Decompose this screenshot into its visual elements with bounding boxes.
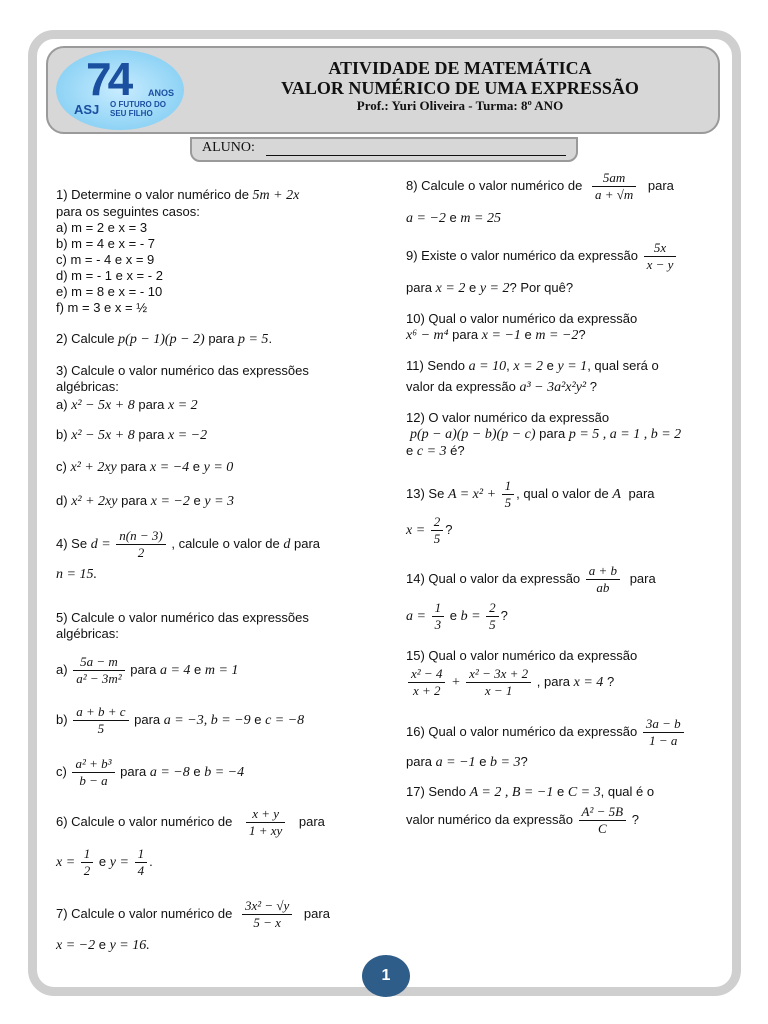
q3-item-a <box>56 397 198 414</box>
q14-b: b = <box>460 608 481 624</box>
q14-a-fraction <box>432 600 445 633</box>
q16-fraction <box>643 716 684 749</box>
q3d-expr: x² + 2xy <box>71 494 118 509</box>
q3c-para: para <box>120 459 147 474</box>
q15-n1: x² − 4 <box>408 666 445 683</box>
subtitle: Prof.: Yuri Oliveira - Turma: 8º ANO <box>356 98 564 113</box>
q3d-e: e <box>193 493 201 508</box>
question-6 <box>56 806 325 839</box>
q3-item-b <box>56 427 207 444</box>
q10-cond2: m = −2 <box>535 328 579 343</box>
q9-condition <box>406 280 573 297</box>
q7-condition <box>56 937 150 954</box>
q14-ad: 3 <box>434 617 442 632</box>
q12-expr: p(p − a)(p − b)(p − c) <box>410 427 536 442</box>
q9-text: 9) Existe o valor numérico da expressão <box>406 247 638 263</box>
q3b-para: para <box>138 427 165 442</box>
q13-den: 5 <box>504 495 512 510</box>
q13-end: ? <box>445 521 453 537</box>
q1-case-e: e) m = 8 e x = - 10 <box>56 284 163 299</box>
q3c-e: e <box>192 459 201 474</box>
q5-item-a <box>56 654 238 687</box>
q5b-e: e <box>254 711 262 727</box>
q10-end: ? <box>578 327 586 342</box>
q15-n2: x² − 3x + 2 <box>466 666 531 683</box>
q14-fraction <box>586 563 620 596</box>
q16-e: e <box>479 754 487 769</box>
q2-expr: p(p − 1)(p − 2) <box>118 332 205 347</box>
q8-cond: a = −2 <box>406 211 446 226</box>
question-15 <box>406 648 637 664</box>
q17-c: C = 3 <box>567 785 601 800</box>
q8-e: e <box>449 210 457 225</box>
q2-cond: p = 5 <box>237 332 269 347</box>
q3c-label: c) <box>56 459 67 474</box>
q13-mid: , qual o valor de <box>516 485 609 501</box>
q5b-para: para <box>134 711 161 727</box>
q16-cond: a = −1 <box>435 755 476 770</box>
q5-item-c <box>56 756 244 789</box>
q6-x-fraction <box>81 846 94 879</box>
q5b-cond: a = −3, b = −9 <box>163 712 251 728</box>
q8-fraction <box>592 170 636 203</box>
q1-case-c: c) m = - 4 e x = 9 <box>56 252 155 267</box>
q12-e: e <box>406 443 414 458</box>
q12-conds: p = 5 , a = 1 , b = 2 <box>568 427 682 442</box>
q12-cond2: c = 3 <box>416 444 447 459</box>
q14-end: ? <box>500 607 508 623</box>
q5b-label: b) <box>56 711 68 727</box>
q9-para: para <box>406 280 433 295</box>
q13-x: x = <box>406 522 426 538</box>
q17-end: ? <box>631 811 639 827</box>
q4-text: 4) Se <box>56 535 88 551</box>
q7-cond: x = −2 <box>56 938 96 953</box>
q6-y: y = <box>109 854 129 870</box>
question-5 <box>56 610 309 642</box>
q5c-den: b − a <box>79 773 108 788</box>
question-17 <box>406 784 654 801</box>
q4-para: para <box>294 535 321 551</box>
q11-a: a = 10 <box>468 359 507 374</box>
question-14 <box>406 563 656 596</box>
question-1 <box>56 187 299 316</box>
q2-text: 2) Calcule <box>56 331 115 346</box>
q13-x-fraction <box>431 514 444 547</box>
q17-expression <box>406 804 639 837</box>
q5c-label: c) <box>56 763 67 779</box>
q5b-den: 5 <box>97 721 105 736</box>
q11-expr: a³ − 3a²x²y² <box>519 380 587 395</box>
q10-expr: x⁶ − m⁴ <box>406 328 449 343</box>
q7-e: e <box>98 937 106 952</box>
school-logo <box>56 50 184 130</box>
q10-e: e <box>524 327 532 342</box>
q5c-cond: a = −8 <box>149 764 190 780</box>
page-number: 1 <box>362 955 410 997</box>
q11-text2: valor da expressão <box>406 379 516 394</box>
q10-cond: x = −1 <box>481 328 521 343</box>
q7-fraction <box>242 898 292 931</box>
q11-y: y = 1 <box>557 359 588 374</box>
q8-den: a + √m <box>594 187 634 202</box>
q5c-num: a² + b³ <box>72 756 114 773</box>
q5c-para: para <box>120 763 147 779</box>
q5a-cond2: m = 1 <box>204 662 239 678</box>
q16-condition <box>406 754 528 771</box>
q14-num: a + b <box>586 563 620 580</box>
q3d-cond: x = −2 <box>150 494 190 509</box>
q3a-label: a) <box>56 397 68 412</box>
q17-num: A² − 5B <box>579 804 627 821</box>
logo-anos: ANOS <box>148 88 175 98</box>
q13-text: 13) Se <box>406 485 445 501</box>
q3b-label: b) <box>56 427 68 442</box>
q16-num: 3a − b <box>643 716 684 733</box>
q11-text: 11) Sendo <box>406 358 466 373</box>
q5a-fraction <box>73 654 124 687</box>
q4-den: 2 <box>137 545 145 560</box>
q13-xn: 2 <box>431 514 444 531</box>
q5a-para: para <box>130 661 157 677</box>
q8-cond2: m = 25 <box>460 211 501 226</box>
q13-var: A <box>612 486 621 502</box>
question-3 <box>56 363 309 395</box>
q4-condition <box>56 566 97 583</box>
q1-text2: para os seguintes casos: <box>56 204 200 219</box>
q14-an: 1 <box>432 600 445 617</box>
question-7 <box>56 898 330 931</box>
q14-b-fraction <box>486 600 499 633</box>
q10-text: 10) Qual o valor numérico da expressão <box>406 311 638 326</box>
q1-case-f: f) m = 3 e x = ½ <box>56 300 148 315</box>
q13-xd: 5 <box>433 531 441 546</box>
q1-case-b: b) m = 4 e x = - 7 <box>56 236 155 251</box>
q10-para: para <box>452 327 479 342</box>
q5a-cond: a = 4 <box>159 662 191 678</box>
q4-fraction <box>116 528 165 561</box>
q4-lhs: d = <box>90 536 111 552</box>
q6-e: e <box>98 853 107 869</box>
q5a-e: e <box>194 661 202 677</box>
q17-text: 17) Sendo <box>406 784 466 799</box>
q11-sep: , <box>506 358 510 373</box>
q3c-cond: x = −4 <box>150 460 190 475</box>
q2-para: para <box>208 331 235 346</box>
q15-para: , para <box>536 673 571 689</box>
q9-e: e <box>468 280 477 295</box>
question-11 <box>406 358 659 399</box>
q15-d2: x − 1 <box>484 683 513 698</box>
student-label: ALUNO: <box>202 140 255 155</box>
q9-cond: x = 2 <box>435 281 466 296</box>
q9-end: ? Por quê? <box>509 280 574 295</box>
q17-text2: valor numérico da expressão <box>406 811 573 827</box>
q11-e: e <box>546 358 554 373</box>
q6-end: . <box>149 853 153 869</box>
q17-fraction <box>579 804 627 837</box>
q6-xd: 2 <box>83 863 91 878</box>
q3a-cond: x = 2 <box>168 398 198 413</box>
q3a-para: para <box>138 397 165 412</box>
q14-text: 14) Qual o valor da expressão <box>406 570 581 586</box>
q6-condition <box>56 846 153 879</box>
q16-end: ? <box>520 754 528 769</box>
q3c-cond2: y = 0 <box>203 460 234 475</box>
q3-text: 3) Calcule o valor numérico das expressões <box>56 363 309 378</box>
q3d-para: para <box>121 493 148 508</box>
q15-end: ? <box>606 673 615 689</box>
q15-text: 15) Qual o valor numérico da expressão <box>406 648 638 663</box>
q7-text: 7) Calcule o valor numérico de <box>56 905 233 921</box>
q17-mid: , qual é o <box>600 784 655 799</box>
q14-a: a = <box>406 608 426 624</box>
q17-e: e <box>556 784 565 799</box>
q9-fraction <box>644 240 677 273</box>
q15-fraction-1 <box>408 666 445 699</box>
q12-end: é? <box>450 443 465 458</box>
q14-para: para <box>629 570 656 586</box>
q6-num: x + y <box>246 806 285 823</box>
q3-text2: algébricas: <box>56 379 119 394</box>
question-2 <box>56 331 272 348</box>
q14-den: ab <box>596 580 610 595</box>
q3b-cond: x = −2 <box>168 428 208 443</box>
q1-text: 1) Determine o valor numérico de <box>56 187 249 202</box>
question-12 <box>406 410 681 460</box>
q3-item-c <box>56 459 233 476</box>
question-13 <box>406 478 655 511</box>
q15-fraction-2 <box>466 666 531 699</box>
q3-item-d <box>56 493 234 510</box>
q14-bn: 2 <box>486 600 499 617</box>
q6-xn: 1 <box>81 846 94 863</box>
q5-text: 5) Calcule o valor numérico das expressões <box>56 610 309 625</box>
q6-y-fraction <box>135 846 148 879</box>
q5a-label: a) <box>56 661 68 677</box>
q3d-cond2: y = 3 <box>204 494 235 509</box>
q3a-expr: x² − 5x + 8 <box>71 398 135 413</box>
q15-cond: x = 4 <box>573 674 604 690</box>
q8-num: 5am <box>592 170 636 187</box>
q14-condition <box>406 600 508 633</box>
q8-para: para <box>647 177 674 193</box>
q4-mid: , calcule o valor de <box>171 535 280 551</box>
q17-den: C <box>597 821 607 836</box>
q6-x: x = <box>56 854 76 870</box>
q5a-num: 5a − m <box>73 654 124 671</box>
q12-para: para <box>539 426 566 441</box>
q11-x: x = 2 <box>513 359 544 374</box>
logo-number: 74 <box>86 53 130 105</box>
q16-text: 16) Qual o valor numérico da expressão <box>406 723 638 739</box>
student-name-line <box>266 155 566 156</box>
q4-var: d <box>283 536 291 552</box>
q15-plus: + <box>451 674 461 690</box>
q5-item-b <box>56 704 304 737</box>
title-line2: VALOR NUMÉRICO DE UMA EXPRESSÃO <box>281 78 639 98</box>
q8-condition <box>406 210 501 227</box>
q9-cond2: y = 2 <box>479 281 510 296</box>
q15-d1: x + 2 <box>412 683 441 698</box>
q3d-label: d) <box>56 493 68 508</box>
title-line1: ATIVIDADE DE MATEMÁTICA <box>328 58 592 78</box>
q3b-expr: x² − 5x + 8 <box>71 428 135 443</box>
q6-den: 1 + xy <box>248 823 283 838</box>
question-8 <box>406 170 674 203</box>
q11-mid: , qual será o <box>587 358 659 373</box>
logo-slogan: O FUTURO DO SEU FILHO <box>110 100 166 118</box>
logo-short: ASJ <box>74 102 100 117</box>
q5c-e: e <box>193 763 201 779</box>
q13-condition <box>406 514 453 547</box>
question-10 <box>406 311 637 344</box>
q7-para: para <box>303 905 330 921</box>
q7-den: 5 − x <box>253 915 281 930</box>
q4-cond: n = 15. <box>56 567 97 582</box>
q14-bd: 5 <box>489 617 496 632</box>
q5c-cond2: b = −4 <box>204 764 245 780</box>
q5a-den: a² − 3m² <box>76 671 122 686</box>
q13-fraction <box>502 478 515 511</box>
q13-lhs: A = x² + <box>447 486 497 502</box>
q6-text: 6) Calcule o valor numérico de <box>56 813 233 829</box>
q7-cond2: y = 16. <box>109 938 150 953</box>
q12-text: 12) O valor numérico da expressão <box>406 410 610 425</box>
q5-text2: algébricas: <box>56 626 119 641</box>
q13-num: 1 <box>502 478 515 495</box>
question-16 <box>406 716 686 749</box>
q15-expression <box>406 666 614 699</box>
q5b-fraction <box>73 704 128 737</box>
question-4 <box>56 528 320 561</box>
q1-case-d: d) m = - 1 e x = - 2 <box>56 268 163 283</box>
q9-num: 5x <box>644 240 677 257</box>
q16-cond2: b = 3 <box>490 755 521 770</box>
q13-para: para <box>628 485 655 501</box>
q5c-fraction <box>72 756 114 789</box>
q1-case-a: a) m = 2 e x = 3 <box>56 220 148 235</box>
q5b-cond2: c = −8 <box>265 712 305 728</box>
q1-expr: 5m + 2x <box>252 188 300 203</box>
q7-num: 3x² − √y <box>242 898 292 915</box>
q9-den: x − y <box>646 257 674 272</box>
q4-num: n(n − 3) <box>116 528 165 545</box>
q8-text: 8) Calcule o valor numérico de <box>406 177 583 193</box>
question-9 <box>406 240 678 273</box>
q6-yn: 1 <box>135 846 148 863</box>
q17-conds: A = 2 , B = −1 <box>469 785 554 800</box>
q5b-num: a + b + c <box>73 704 128 721</box>
q6-para: para <box>298 813 325 829</box>
q14-e: e <box>449 607 457 623</box>
q3c-expr: x² + 2xy <box>70 460 117 475</box>
q16-para: para <box>406 754 433 769</box>
q2-end: . <box>268 331 273 346</box>
q6-fraction <box>246 806 285 839</box>
q11-end: ? <box>589 379 597 394</box>
q6-yd: 4 <box>137 863 145 878</box>
q16-den: 1 − a <box>649 733 678 748</box>
